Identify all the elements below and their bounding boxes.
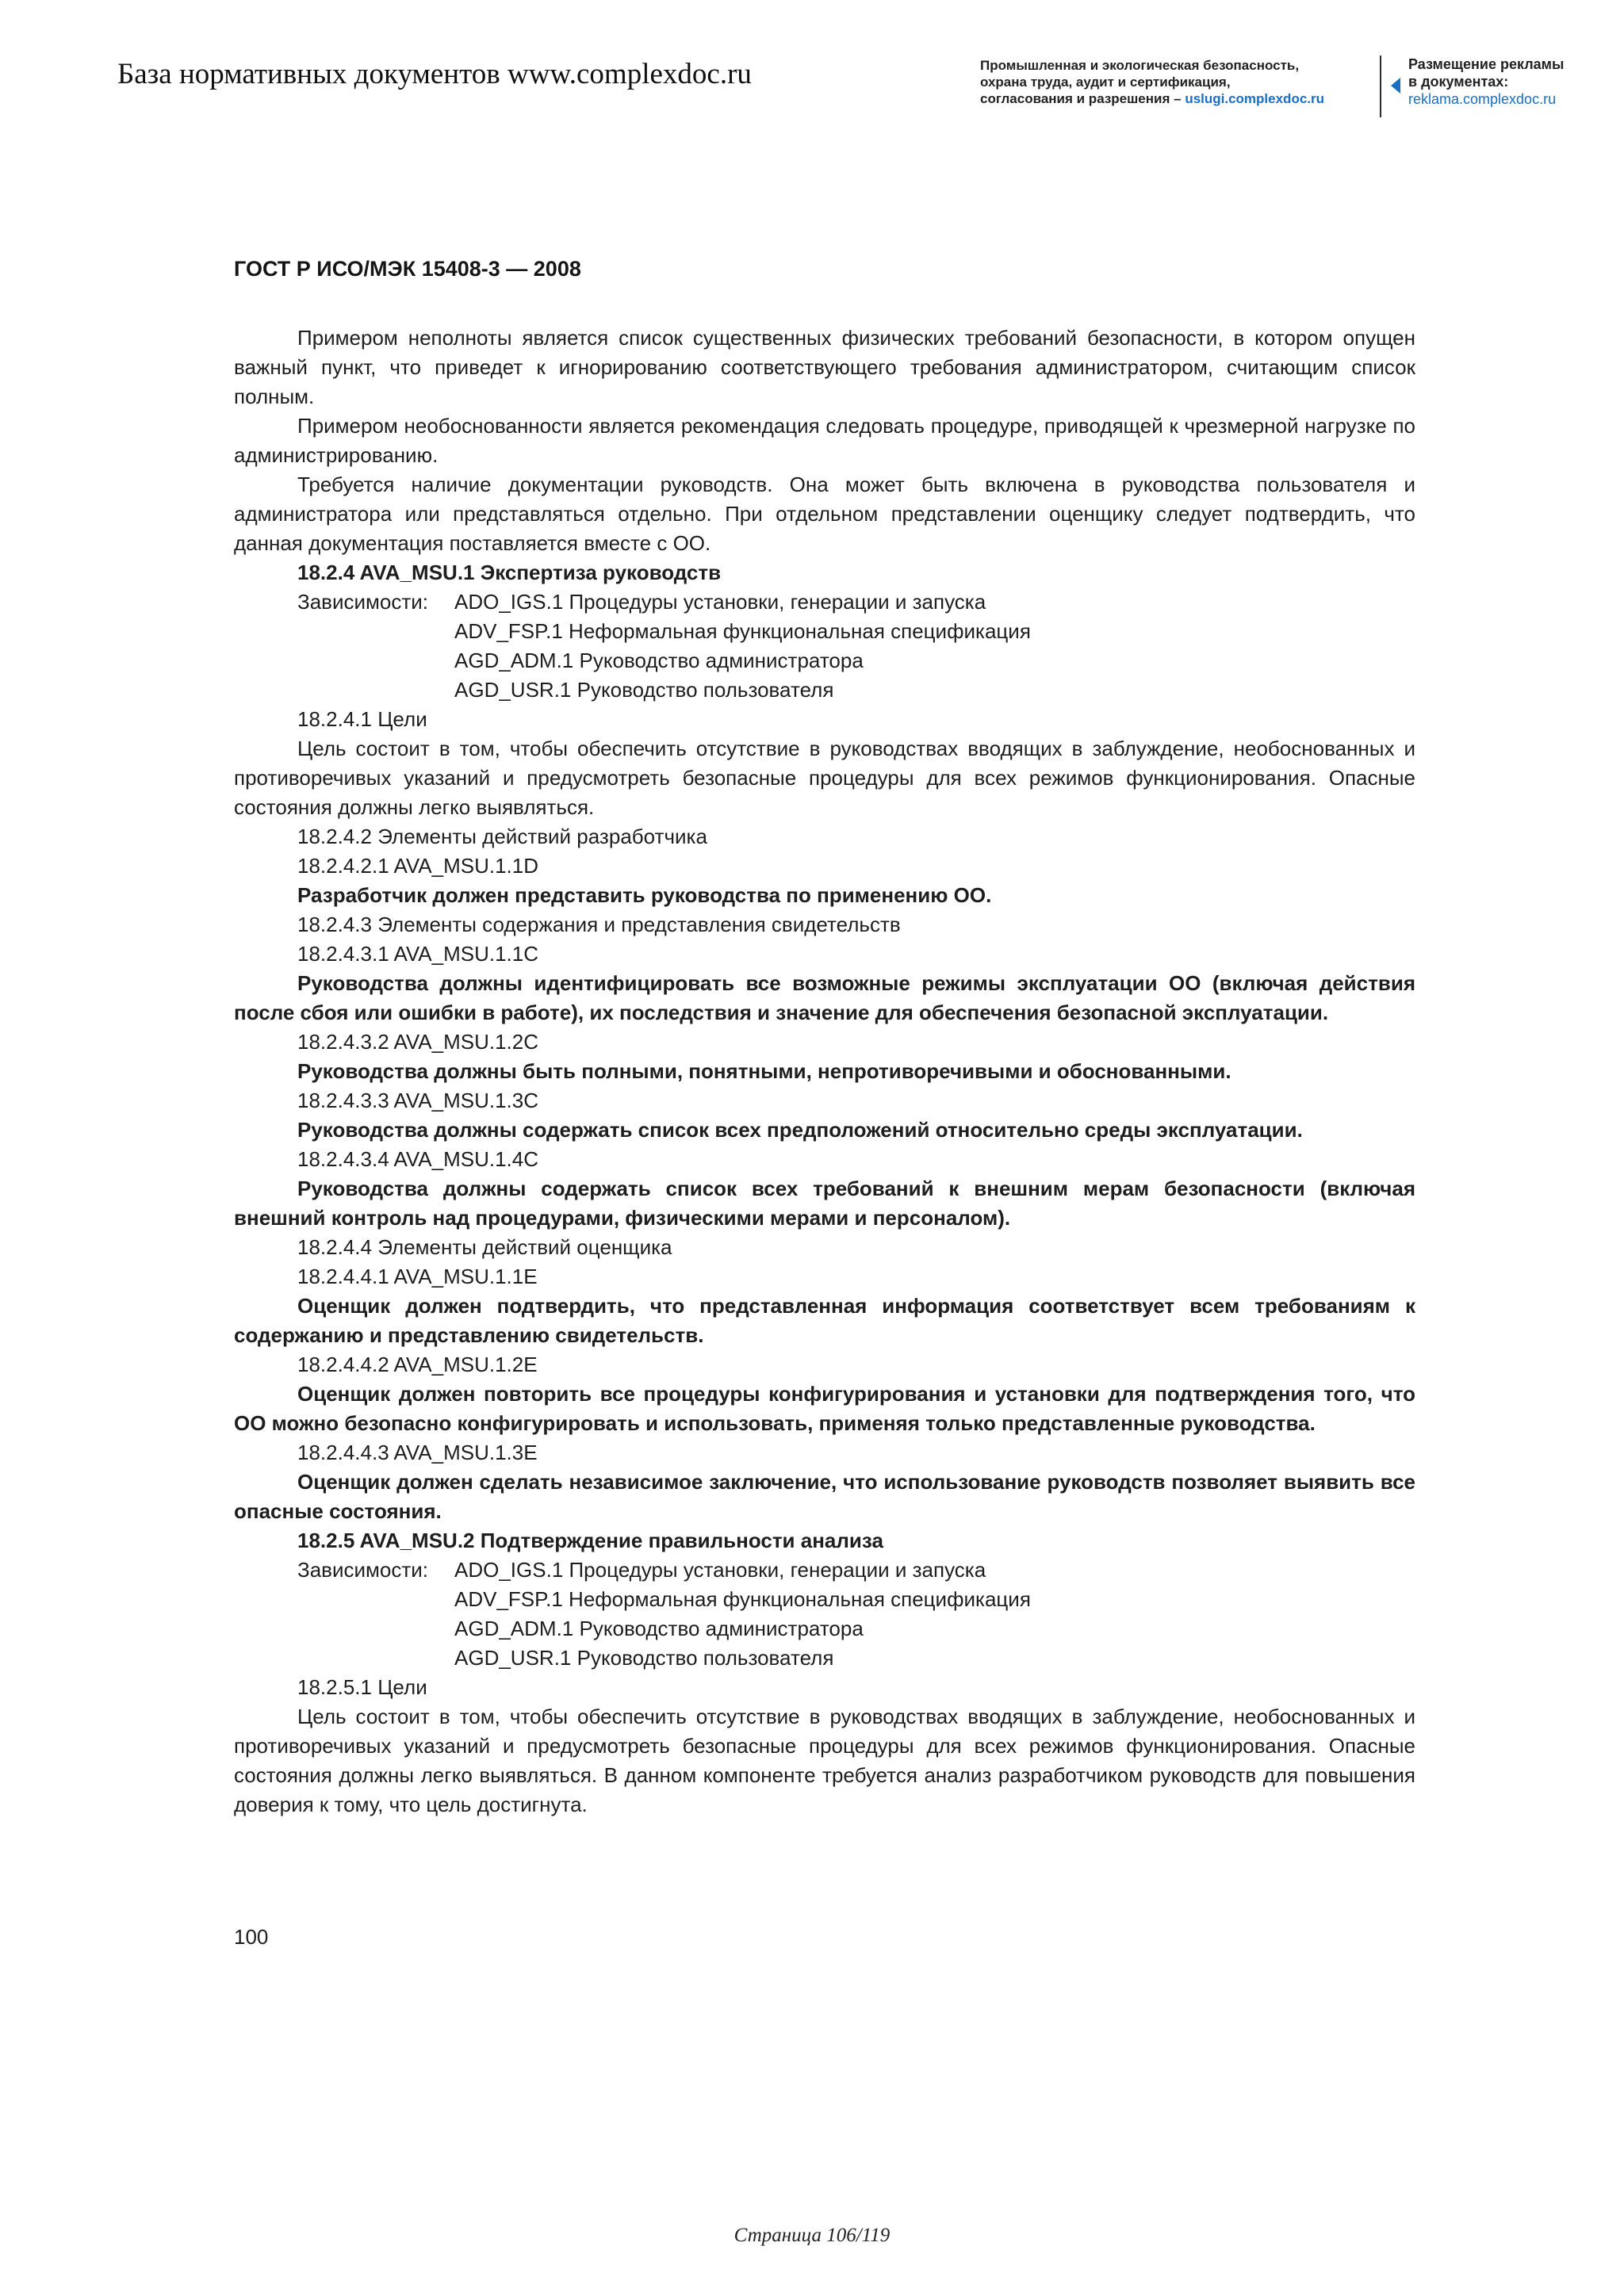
site-title: База нормативных документов www.complexdoc.ru: [117, 58, 752, 90]
dependency-item: AGD_USR.1 Руководство пользователя: [454, 1646, 834, 1670]
document-body: [234, 323, 1415, 1820]
dependency-item: ADO_IGS.1 Процедуры установки, генерации и запуска: [454, 1558, 986, 1582]
subsection-heading: 18.2.4.3 Элементы содержания и представления свидетельств: [297, 913, 901, 936]
paragraph: Примером необоснованности является рекомендация следовать процедуре, приводящей к чрезмерной нагрузке по администрированию.: [234, 414, 1415, 467]
dependency-item: ADV_FSP.1 Неформальная функциональная спецификация: [454, 1587, 1031, 1611]
requirement-text: Руководства должны быть полными, понятными, непротиворечивыми и обоснованными.: [297, 1059, 1231, 1083]
subsection-heading: 18.2.4.4 Элементы действий оценщика: [297, 1235, 672, 1259]
requirement-text: Оценщик должен сделать независимое заключение, что использование руководств позволяет выявить все опасные состояния.: [234, 1470, 1415, 1523]
services-promo: [980, 57, 1377, 107]
subsection-heading: 18.2.5.1 Цели: [297, 1675, 427, 1699]
element-id: 18.2.4.3.1 AVA_MSU.1.1C: [297, 942, 538, 966]
header-divider: [1380, 55, 1381, 117]
dependencies: [234, 587, 1415, 705]
requirement-text: Руководства должны идентифицировать все возможные режимы эксплуатации ОО (включая действия после сбоя или ошибки в работе), их последствия и значение для обеспечения безопасной эксплуатации.: [234, 971, 1415, 1024]
requirement-text: Оценщик должен повторить все процедуры конфигурирования и установки для подтверждения того, что ОО можно безопасно конфигурировать и использовать, применяя только представленные руководства.: [234, 1382, 1415, 1435]
requirement-text: Оценщик должен подтвердить, что представленная информация соответствует всем требованиям к содержанию и представлению свидетельств.: [234, 1294, 1415, 1347]
element-id: 18.2.4.3.4 AVA_MSU.1.4C: [297, 1147, 538, 1171]
paragraph: Цель состоит в том, чтобы обеспечить отсутствие в руководствах вводящих в заблуждение, необоснованных и противоречивых указаний и предусмотреть безопасные процедуры для всех режимов функционирования. Опасные состояния должны легко выявляться. В данном компоненте требуется анализ разработчиком руководств для повышения доверия к тому, что цель достигнута.: [234, 1705, 1415, 1816]
requirement-text: Разработчик должен представить руководства по применению ОО.: [297, 883, 992, 907]
document-code: ГОСТ Р ИСО/МЭК 15408-3 — 2008: [234, 257, 581, 281]
dependency-item: AGD_USR.1 Руководство пользователя: [454, 678, 834, 702]
promo-line: [980, 90, 1377, 107]
promo-line-text: согласования и разрешения –: [980, 91, 1185, 106]
section-heading: 18.2.5 AVA_MSU.2 Подтверждение правильности анализа: [297, 1529, 883, 1552]
paragraph: Примером неполноты является список существенных физических требований безопасности, в котором опущен важный пункт, что приведет к игнорированию соответствующего требования администратором, считающим список полным.: [234, 326, 1415, 408]
element-id: 18.2.4.3.2 AVA_MSU.1.2C: [297, 1030, 538, 1054]
ads-promo: [1408, 55, 1614, 108]
services-link[interactable]: uslugi.complexdoc.ru: [1185, 91, 1325, 106]
dependencies-list: [454, 587, 1031, 705]
ads-line: Размещение рекламы: [1408, 56, 1565, 72]
promo-line: Промышленная и экологическая безопасность,: [980, 58, 1300, 73]
paragraph: Цель состоит в том, чтобы обеспечить отсутствие в руководствах вводящих в заблуждение, необоснованных и противоречивых указаний и предусмотреть безопасные процедуры для всех режимов функционирования. Опасные состояния должны легко выявляться.: [234, 737, 1415, 819]
requirement-text: Руководства должны содержать список всех предположений относительно среды эксплуатации.: [297, 1118, 1303, 1142]
dependencies-list: [454, 1556, 1031, 1673]
element-id: 18.2.4.4.3 AVA_MSU.1.3E: [297, 1441, 538, 1464]
dependency-item: AGD_ADM.1 Руководство администратора: [454, 649, 864, 672]
ads-line: в документах:: [1408, 74, 1509, 90]
element-id: 18.2.4.3.3 AVA_MSU.1.3C: [297, 1089, 538, 1112]
element-id: 18.2.4.4.2 AVA_MSU.1.2E: [297, 1353, 538, 1376]
subsection-heading: 18.2.4.2 Элементы действий разработчика: [297, 825, 707, 848]
requirement-text: Руководства должны содержать список всех требований к внешним мерам безопасности (включая внешний контроль над процедурами, физическими мерами и персоналом).: [234, 1177, 1415, 1230]
paragraph: Требуется наличие документации руководств. Она может быть включена в руководства пользователя и администратора или представляться отдельно. При отдельном представлении оценщику следует подтвердить, что данная документация поставляется вместе с ОО.: [234, 473, 1415, 555]
dependency-item: ADO_IGS.1 Процедуры установки, генерации и запуска: [454, 590, 986, 614]
dependencies-label: Зависимости:: [297, 1558, 429, 1582]
arrow-left-icon: [1391, 78, 1400, 94]
dependency-item: ADV_FSP.1 Неформальная функциональная спецификация: [454, 619, 1031, 643]
page-footer: Страница 106/119: [733, 2225, 891, 2246]
dependencies: [234, 1556, 1415, 1673]
element-id: 18.2.4.4.1 AVA_MSU.1.1E: [297, 1265, 538, 1288]
element-id: 18.2.4.2.1 AVA_MSU.1.1D: [297, 854, 538, 878]
ads-link[interactable]: reklama.complexdoc.ru: [1408, 91, 1557, 107]
dependencies-label: Зависимости:: [297, 590, 429, 614]
page-number: 100: [234, 1925, 269, 1949]
section-heading: 18.2.4 AVA_MSU.1 Экспертиза руководств: [297, 561, 722, 584]
promo-line: охрана труда, аудит и сертификация,: [980, 75, 1231, 90]
subsection-heading: 18.2.4.1 Цели: [297, 707, 427, 731]
dependency-item: AGD_ADM.1 Руководство администратора: [454, 1617, 864, 1640]
